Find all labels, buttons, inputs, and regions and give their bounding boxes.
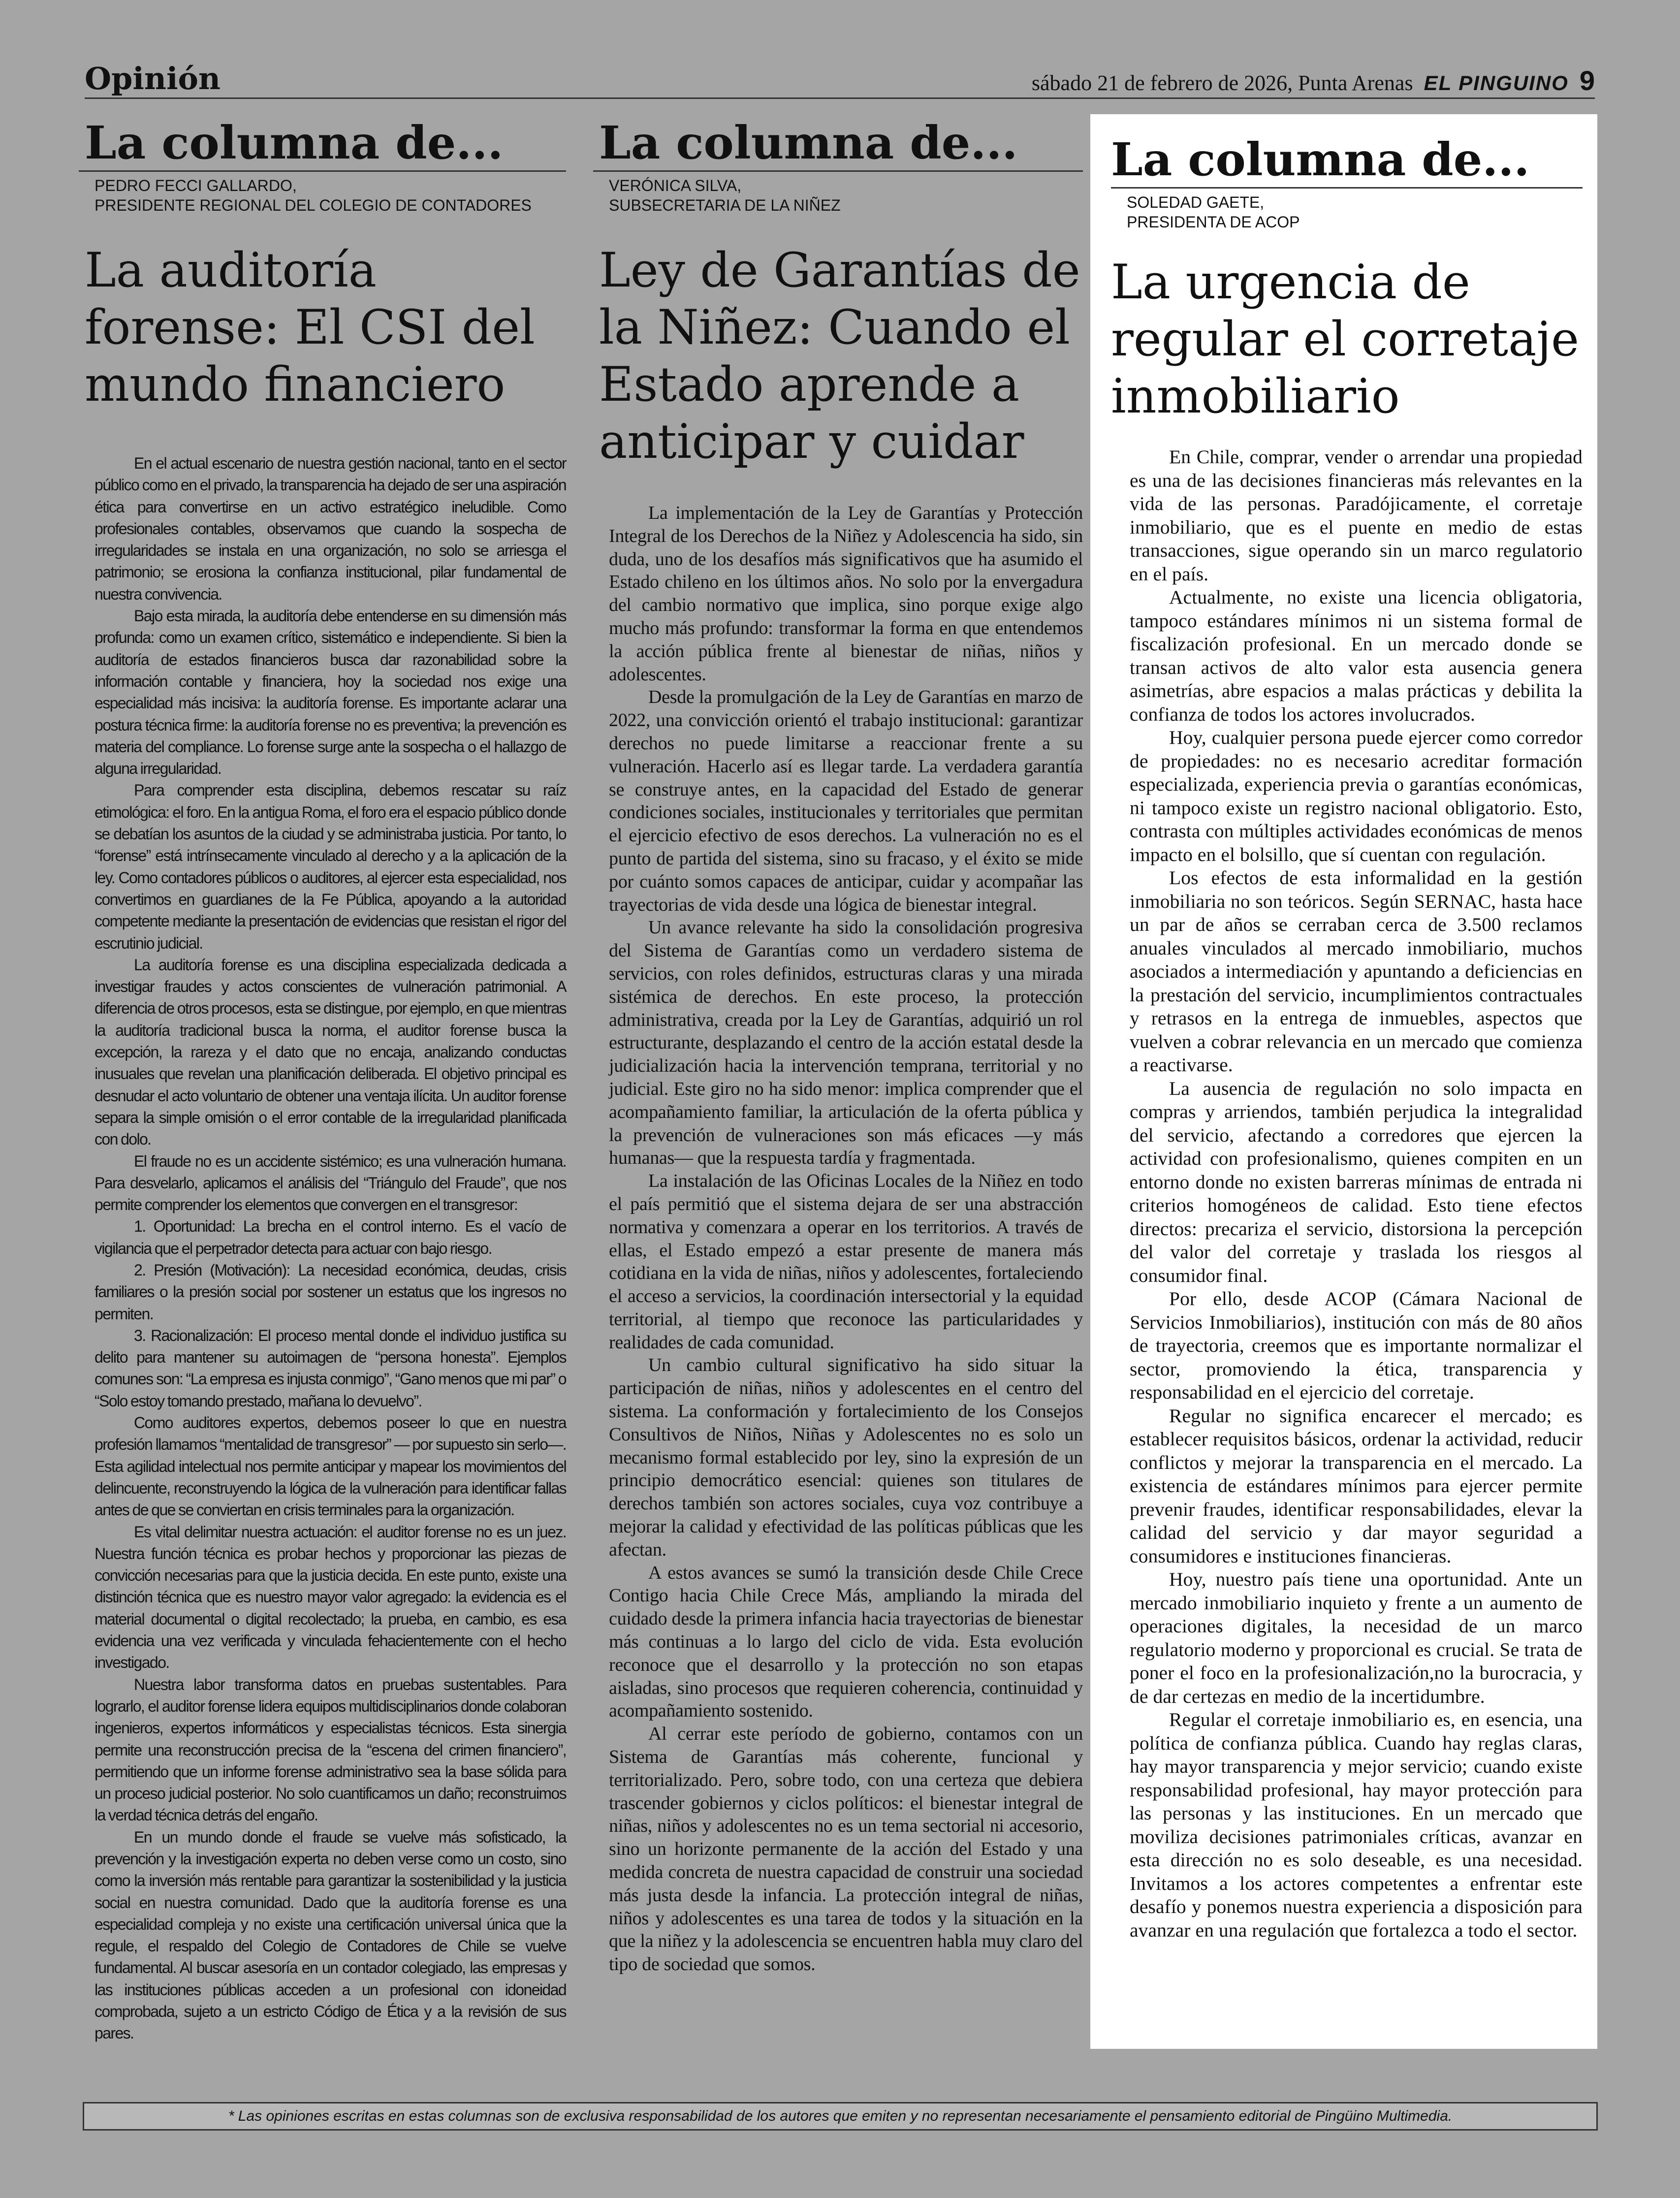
paragraph: 2. Presión (Motivación): La necesidad económica, deudas, crisis familiares o la presión social por sostener un estatus que los ingresos no permiten. (95, 1261, 566, 1323)
paragraph: Los efectos de esta informalidad en la gestión inmobiliaria no son teóricos. Según SERNAC, hasta hace un par de años se cerraban cerca de 3.500 reclamos anuales vinculados al mercado inmobiliario, muchos asociados a intermediación y apuntando a deficiencias en la prestación del servicio, incumplimientos contractuales y retrasos en la entrega de inmuebles, aspectos que vuelven a cobrar relevancia en un mercado que comienza a reactivarse. (1130, 867, 1583, 1076)
paragraph: Hoy, nuestro país tiene una oportunidad. Ante un mercado inmobiliario inquieto y frente a un aumento de operaciones digitales, la necesidad de un marco regulatorio moderno y proporcional es crucial. Se trata de poner el foco en la profesionalización,no la burocracia, y de dar certezas en medio de la incertidumbre. (1130, 1568, 1583, 1707)
paragraph: 1. Oportunidad: La brecha en el control interno. Es el vacío de vigilancia que el perpetrador detecta para actuar con bajo riesgo. (95, 1217, 566, 1257)
paragraph: En un mundo donde el fraude se vuelve más sofisticado, la prevención y la investigación experta no deben verse como un costo, sino como la inversión más rentable para garantizar la sostenibilidad y la justicia social en nuestra comunidad. Dado que la auditoría forense es una especialidad compleja y no existe una certificación universal única que la regule, el respaldo del Colegio de Contadores de Chile se vuelve fundamental. Al buscar asesoría en un contador colegiado, las empresas y las instituciones públicas acceden a un profesional con idoneidad comprobada, sujeto a un estricto Código de Ética y a la revisión de sus pares. (95, 1828, 566, 2042)
paragraph: La instalación de las Oficinas Locales de la Niñez en todo el país permitió que el sistema dejara de ser una abstracción normativa y comenzara a operar en los territorios. A través de ellas, el Estado empezó a estar presente de manera más cotidiana en la vida de niñas, niños y adolescentes, fortaleciendo el acceso a servicios, la coordinación intersectorial y la equidad territorial, al tiempo que reconoce las particularidades y realidades de cada comunidad. (609, 1171, 1083, 1353)
author-name: PEDRO FECCI GALLARDO, (95, 177, 297, 194)
author-title: PRESIDENTE REGIONAL DEL COLEGIO DE CONTADORES (95, 196, 532, 214)
column-silva (593, 112, 1083, 1976)
author-title: PRESIDENTA DE ACOP (1127, 213, 1300, 231)
article-headline: La urgencia de regular el corretaje inmobiliario (1111, 255, 1579, 424)
author-byline (609, 176, 1083, 215)
column-kicker: La columna de... (85, 116, 504, 169)
paragraph: 3. Racionalización: El proceso mental donde el individuo justifica su delito para mantener su autoimagen de “persona honesta”. Ejemplos comunes son: “La empresa es injusta conmigo”, “Gano menos que mi par” o “Solo estoy tomando prestado, mañana lo devuelvo”. (95, 1326, 566, 1410)
paragraph: En Chile, comprar, vender o arrendar una propiedad es una de las decisiones financieras más relevantes en la vida de las personas. Paradójicamente, el corretaje inmobiliario, que es el puente en medio de estas transacciones, sigue operando sin un marco regulatorio en el país. (1130, 446, 1583, 585)
paragraph: A estos avances se sumó la transición desde Chile Crece Contigo hacia Chile Crece Más, ampliando la mirada del cuidado desde la primera infancia hacia trayectorias de bienestar más continuas a lo largo del ciclo de vida. Esta evolución reconoce que el desarrollo y la protección no son etapas aisladas, sino procesos que requieren coherencia, continuidad y acompañamiento sostenido. (609, 1562, 1083, 1721)
newspaper-logo: EL PINGUINO (1424, 71, 1569, 95)
column-kicker: La columna de... (599, 116, 1018, 169)
author-name: SOLEDAD GAETE, (1127, 193, 1265, 211)
issue-date: sábado 21 de febrero de 2026, Punta Arenas (1031, 71, 1413, 95)
paragraph: Bajo esta mirada, la auditoría debe entenderse en su dimensión más profunda: como un examen crítico, sistemático e independiente. Si bien la auditoría de estados financieros busca dar razonabilidad sobre la información contable y financiera, hoy la sociedad nos exige una especialidad más incisiva: la auditoría forense. Es importante aclarar una postura técnica firme: la auditoría forense no es preventiva; la prevención es materia del compliance. Lo forense surge ante la sospecha o el hallazgo de alguna irregularidad. (95, 607, 566, 778)
paragraph: Nuestra labor transforma datos en pruebas sustentables. Para lograrlo, el auditor forense lidera equipos multidisciplinarios donde colaboran ingenieros, expertos informáticos y especialistas técnicos. Esta sinergia permite una reconstrucción precisa de la “escena del crimen financiero”, permitiendo que un informe forense administrativo sea la base sólida para un proceso judicial posterior. No solo cuantificamos un daño; reconstruimos la verdad técnica detrás del engaño. (95, 1675, 566, 1824)
paragraph: La auditoría forense es una disciplina especializada dedicada a investigar fraudes y actos conscientes de vulneración patrimonial. A diferencia de otros procesos, esta se distingue, por ejemplo, en que mientras la auditoría tradicional busca la norma, el auditor forense busca la excepción, la rareza y el dato que no encaja, analizando conductas inusuales que revelan una planificación deliberada. El objetivo principal es desnudar el acto voluntario de obtener una ventaja ilícita. Un auditor forense separa la simple omisión o el error contable de la irregularidad planificada con dolo. (95, 956, 566, 1148)
disclaimer-footer: * Las opiniones escritas en estas columnas son de exclusiva responsabilidad de los autores que emiten y no representan necesariamente el pensamiento editorial de Pingüino Multimedia. (83, 2102, 1598, 2131)
author-byline (1127, 192, 1583, 232)
paragraph: Actualmente, no existe una licencia obligatoria, tampoco estándares mínimos ni un sistema formal de fiscalización profesional. En un mercado donde se transan activos de alto valor esta ausencia genera asimetrías, abre espacios a malas prácticas y debilita la confianza de todos los actores involucrados. (1130, 586, 1583, 725)
author-name: VERÓNICA SILVA, (609, 177, 742, 194)
paragraph: Es vital delimitar nuestra actuación: el auditor forense no es un juez. Nuestra función técnica es probar hechos y proporcionar las piezas de convicción necesarias para que la justicia decida. En este punto, existe una distinción técnica que es nuestro mayor valor agregado: la evidencia es el material documental o digital recolectado; la prueba, en cambio, es esa evidencia una vez verificada y vinculada fehacientemente con el hecho investigado. (95, 1523, 566, 1672)
article-body (609, 502, 1083, 1976)
paragraph: La implementación de la Ley de Garantías y Protección Integral de los Derechos de la Niñez y Adolescencia ha sido, sin duda, uno de los desafíos más significativos que ha asumido el Estado chileno en los últimos años. No solo por la envergadura del cambio normativo que implica, sino porque exige algo mucho más profundo: transformar la forma en que entendemos la acción pública frente al bienestar de niñas, niños y adolescentes. (609, 503, 1083, 685)
paragraph: Un cambio cultural significativo ha sido situar la participación de niñas, niños y adolescentes en el centro del sistema. La conformación y fortalecimiento de los Consejos Consultivos de Niños, Niñas y Adolescentes no es solo un mecanismo formal establecido por ley, sino la expresión de un principio democrático esencial: quienes son titulares de derechos también son actores sociales, cuya voz contribuye a mejorar la calidad y efectividad de las políticas públicas que les afectan. (609, 1355, 1083, 1560)
divider (79, 170, 566, 172)
paragraph: El fraude no es un accidente sistémico; es una vulneración humana. Para desvelarlo, aplicamos el análisis del “Triángulo del Fraude”, que nos permite comprender los elementos que convergen en el transgresor: (95, 1152, 566, 1214)
paragraph: Desde la promulgación de la Ley de Garantías en marzo de 2022, una convicción orientó el trabajo institucional: garantizar derechos no puede limitarse a reaccionar frente a su vulneración. Hacerlo así es llegar tarde. La verdadera garantía se construye antes, en la capacidad del Estado de generar condiciones sociales, institucionales y territoriales que permitan el ejercicio efectivo de esos derechos. La vulneración no es el punto de partida del sistema, sino su fracaso, y el éxito se mide por cuánto somos capaces de anticipar, cuidar y acompañar las trayectorias de vida desde una lógica de bienestar integral. (609, 687, 1083, 915)
paragraph: En el actual escenario de nuestra gestión nacional, tanto en el sector público como en el privado, la transparencia ha dejado de ser una aspiración ética para convertirse en un activo estratégico ineludible. Como profesionales contables, observamos que cuando la sospecha de irregularidades se instala en una organización, no solo se arriesga el patrimonio; se erosiona la confianza institucional, pilar fundamental de nuestra convivencia. (95, 454, 566, 603)
article-body (95, 452, 566, 2044)
author-title: SUBSECRETARIA DE LA NIÑEZ (609, 196, 841, 214)
article-headline: Ley de Garantías de la Niñez: Cuando el Estado aprende a anticipar y cuidar (599, 243, 1080, 469)
author-byline (95, 176, 566, 215)
page-header (85, 59, 1595, 99)
divider (1111, 187, 1583, 189)
paragraph: Un avance relevante ha sido la consolidación progresiva del Sistema de Garantías como un verdadero sistema de servicios, con roles definidos, estructuras claras y una mirada sistémica de derechos. En este proceso, la protección administrativa, creada por la Ley de Garantías, adquirió un rol estructurante, desplazando el centro de la acción estatal desde la judicialización hacia la intervención temprana, territorial y no judicial. Este giro no ha sido menor: implica comprender que el acompañamiento familiar, la articulación de la oferta pública y la prevención de vulneraciones son más eficaces —y más humanas— que la respuesta tardía y fragmentada. (609, 917, 1083, 1169)
paragraph: Hoy, cualquier persona puede ejercer como corredor de propiedades: no es necesario acreditar formación especializada, experiencia previa o garantías económicas, ni tampoco existe un registro nacional obligatorio. Esto, contrasta con múltiples actividades económicas de menos impacto en el bolsillo, que sí cuentan con regulación. (1130, 727, 1583, 865)
column-fecci (79, 112, 566, 2044)
column-gaete (1090, 114, 1597, 2049)
paragraph: Por ello, desde ACOP (Cámara Nacional de Servicios Inmobiliarios), institución con más de 80 años de trayectoria, creemos que es importante normalizar el sector, promoviendo la ética, transparencia y responsabilidad en el ejercicio del corretaje. (1130, 1288, 1583, 1403)
paragraph: Para comprender esta disciplina, debemos rescatar su raíz etimológica: el foro. En la antigua Roma, el foro era el espacio público donde se debatían los asuntos de la ciudad y se administraba justicia. Por tanto, lo “forense” está intrínsecamente vinculado al derecho y a la aplicación de la ley. Como contadores públicos o auditores, al ejercer esta especialidad, nos convertimos en guardianes de la Fe Pública, apoyando a la autoridad competente mediante la presentación de evidencias que resistan el rigor del escrutinio judicial. (95, 781, 566, 952)
paragraph: Al cerrar este período de gobierno, contamos con un Sistema de Garantías más coherente, funcional y territorializado. Pero, sobre todo, con una certeza que debiera trascender gobiernos y ciclos políticos: el bienestar integral de niñas, niños y adolescentes no es un tema sectorial ni accesorio, sino un horizonte permanente de la acción del Estado y una medida concreta de nuestra capacidad de construir una sociedad más justa desde la infancia. La protección integral de niñas, niños y adolescentes es una tarea de todos y la situación en la que la niñez y la adolescencia se encuentren habla muy claro del tipo de sociedad que somos. (609, 1723, 1083, 1975)
divider (593, 170, 1083, 172)
paragraph: Regular el corretaje inmobiliario es, en esencia, una política de confianza pública. Cuando hay reglas claras, hay mayor transparencia y mejor servicio; cuando existe responsabilidad profesional, hay mayor protección para las personas y las instituciones. En un mercado que moviliza decisiones patrimoniales críticas, avanzar en esta dirección no es solo deseable, es una necesidad. Invitamos a los actores competentes a enfrentar este desafío y ponemos nuestra experiencia a disposición para avanzar en una regulación que fortalezca a todo el sector. (1130, 1709, 1583, 1941)
header-meta (1032, 64, 1595, 96)
column-kicker: La columna de... (1111, 133, 1530, 186)
article-headline: La auditoría forense: El CSI del mundo financiero (85, 243, 535, 412)
page-number: 9 (1579, 65, 1595, 96)
section-title: Opinión (85, 61, 221, 96)
paragraph: Como auditores expertos, debemos poseer lo que en nuestra profesión llamamos “mentalidad de transgresor” — por supuesto sin serlo—. Esta agilidad intelectual nos permite anticipar y mapear los movimientos del delincuente, reconstruyendo la lógica de la vulneración para identificar fallas antes de que se conviertan en crisis terminales para la organización. (95, 1414, 566, 1519)
article-body (1130, 446, 1583, 1942)
paragraph: Regular no significa encarecer el mercado; es establecer requisitos básicos, ordenar la actividad, reducir conflictos y mejorar la transparencia en el mercado. La existencia de estándares mínimos para ejercer permite prevenir fraudes, identificar responsabilidades, elevar la calidad del servicio y dar mayor seguridad a consumidores e instituciones financieras. (1130, 1404, 1583, 1567)
paragraph: La ausencia de regulación no solo impacta en compras y arriendos, también perjudica la integralidad del servicio, afectando a corredores que ejercen la actividad con profesionalismo, quienes compiten en un entorno donde no existen barreras mínimas de entrada ni criterios homogéneos de calidad. Esto tiene efectos directos: precariza el servicio, distorsiona la percepción del valor del corretaje y traslada los riesgos al consumidor final. (1130, 1077, 1583, 1286)
